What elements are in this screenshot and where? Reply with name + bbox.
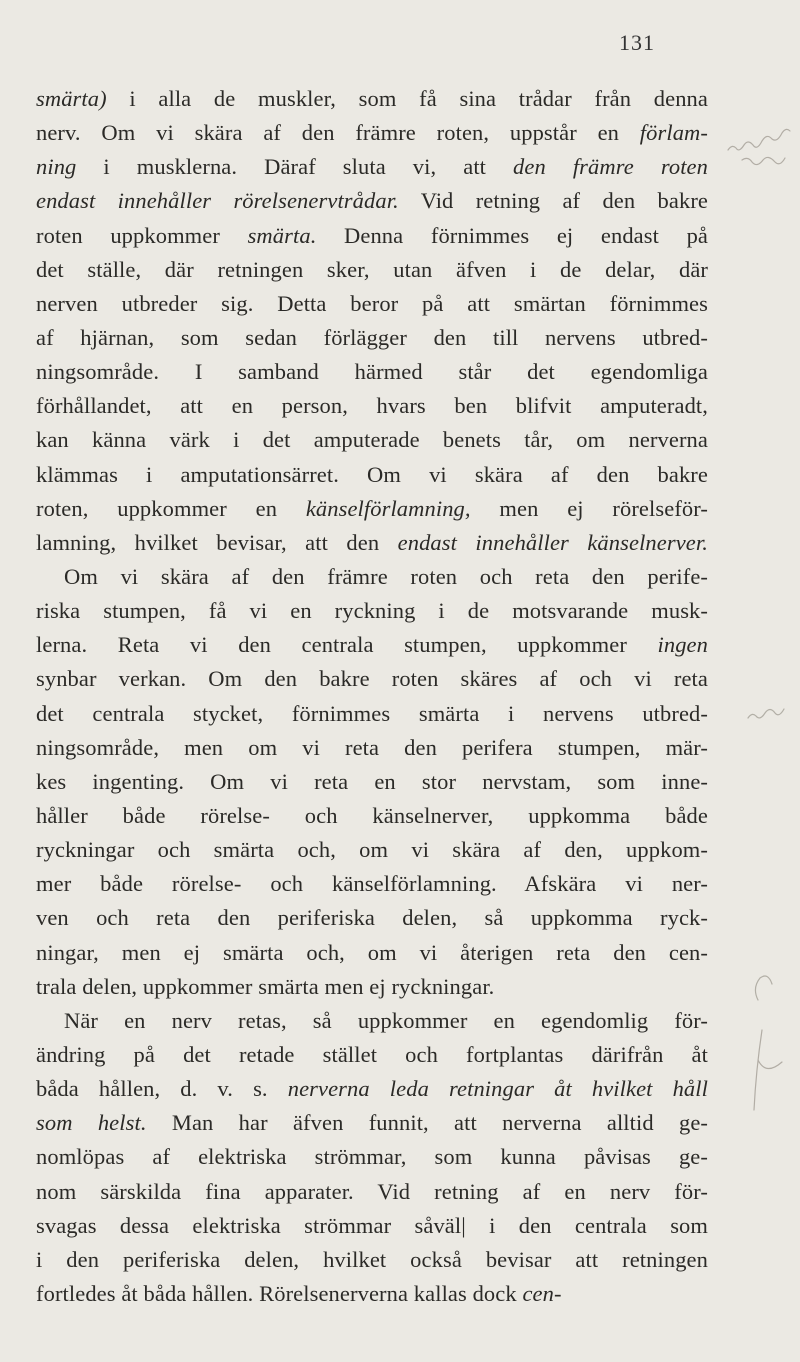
text-run: synbar verkan. Om den bakre roten skäres af och vi reta <box>36 666 708 692</box>
text-line <box>36 150 708 184</box>
text-run: Om vi skära af den främre roten och reta den perife- <box>64 563 708 589</box>
text-run: fortledes åt båda hållen. Rörelsenerverna kallas dock <box>36 1280 523 1306</box>
text-run: klämmas i amputationsärret. Om vi skära af den bakre <box>36 461 708 487</box>
text-run: men ej rörelseför- <box>470 495 708 521</box>
text-run: i den periferiska delen, hvilket också bevisar att retningen <box>36 1246 708 1272</box>
italic-text: endast innehåller rörelsenervtrådar. <box>36 188 399 214</box>
text-line <box>36 799 708 833</box>
text-run: af hjärnan, som sedan förlägger den till nervens utbred- <box>36 324 708 350</box>
italic-text: ingen <box>657 632 708 658</box>
text-line <box>36 1004 708 1038</box>
text-run: nerven utbreder sig. Detta beror på att smärtan förnimmes <box>36 290 708 316</box>
text-line <box>36 936 708 970</box>
italic-text: smärta) <box>36 86 107 111</box>
text-line <box>36 867 708 901</box>
text-run: nomlöpas af elektriska strömmar, som kunna påvisas ge- <box>36 1144 708 1170</box>
text-run: i alla de muskler, som få sina trådar från denna <box>106 86 708 111</box>
text-line <box>36 560 708 594</box>
text-run: Vid retning af den bakre <box>398 188 709 214</box>
text-run: roten, uppkommer en <box>36 495 306 521</box>
text-run: ningsområde, men om vi reta den perifera stumpen, mär- <box>36 734 708 760</box>
text-run: lerna. Reta vi den centrala stumpen, uppkommer <box>36 632 658 658</box>
text-run: ningsområde. I samband härmed står det egendomliga <box>36 359 708 385</box>
text-line <box>36 423 708 457</box>
text-line <box>36 253 708 287</box>
text-line <box>36 1277 708 1311</box>
text-run: trala delen, uppkommer smärta men ej ryckningar. <box>36 973 495 999</box>
text-line <box>36 833 708 867</box>
text-run: håller både rörelse- och känselnerver, uppkomma både <box>36 802 708 828</box>
text-run: det ställe, där retningen sker, utan äfven i de delar, där <box>36 256 708 282</box>
text-line <box>36 970 708 1004</box>
text-line <box>36 321 708 355</box>
text-line <box>36 1209 708 1243</box>
text-line <box>36 697 708 731</box>
page-number: 131 <box>619 30 655 55</box>
text-run: ningar, men ej smärta och, om vi återigen reta den cen- <box>36 939 708 965</box>
pencil-bracket-close <box>758 1060 782 1069</box>
text-line <box>36 287 708 321</box>
text-line <box>36 355 708 389</box>
text-line <box>36 492 708 526</box>
italic-text: förlam- <box>639 120 708 146</box>
text-line <box>36 389 708 423</box>
pencil-scribble-top-2 <box>742 157 785 164</box>
text-line <box>36 184 708 218</box>
text-run: roten uppkommer <box>36 222 248 248</box>
text-run: nom särskilda fina apparater. Vid retning af en nerv för- <box>36 1178 708 1204</box>
text-run: Man har äfven funnit, att nerverna alltid ge- <box>146 1110 709 1136</box>
text-run: i musklerna. Däraf sluta vi, att <box>76 154 514 180</box>
text-run: ändring på det retade stället och fortplantas därifrån åt <box>36 1041 708 1067</box>
text-line <box>36 116 708 150</box>
text-run: kan känna värk i det amputerade benets tår, om nerverna <box>36 427 708 453</box>
text-line <box>36 526 708 560</box>
text-run: ven och reta den periferiska delen, så uppkomma ryck- <box>36 905 708 931</box>
text-line <box>36 1038 708 1072</box>
text-line <box>36 765 708 799</box>
italic-text: den främre roten <box>513 154 708 180</box>
italic-text: cen- <box>522 1280 562 1306</box>
text-run: Denna förnimmes ej endast på <box>316 222 709 248</box>
text-run: båda hållen, d. v. s. <box>36 1076 288 1102</box>
italic-text: som helst. <box>36 1110 147 1136</box>
text-line <box>36 594 708 628</box>
text-line <box>36 82 708 116</box>
pencil-scribble-top <box>728 129 790 150</box>
pencil-bracket-open <box>755 976 772 1000</box>
text-line <box>36 1243 708 1277</box>
text-run: nerv. Om vi skära af den främre roten, uppstår en <box>36 120 640 146</box>
text-line <box>36 1175 708 1209</box>
text-line <box>36 1106 708 1140</box>
text-line <box>36 1140 708 1174</box>
text-line <box>36 662 708 696</box>
text-run: det centrala stycket, förnimmes smärta i nervens utbred- <box>36 700 708 726</box>
body-text <box>36 82 708 1311</box>
text-line <box>36 458 708 492</box>
text-line <box>36 219 708 253</box>
text-run: lamning, hvilket bevisar, att den <box>36 529 398 555</box>
text-run: När en nerv retas, så uppkommer en egendomlig för- <box>64 1007 708 1033</box>
pencil-scribble-mid <box>748 709 784 718</box>
text-line <box>36 628 708 662</box>
pencil-line <box>754 1030 762 1110</box>
text-run: kes ingenting. Om vi reta en stor nervstam, som inne- <box>36 768 708 794</box>
text-run: riska stumpen, få vi en ryckning i de motsvarande musk- <box>36 598 708 624</box>
text-line <box>36 1072 708 1106</box>
text-run: ryckningar och smärta och, om vi skära af den, uppkom- <box>36 837 708 863</box>
italic-text: känselförlamning, <box>305 495 471 521</box>
italic-text: ning <box>36 154 77 180</box>
text-run: mer både rörelse- och känselförlamning. Afskära vi ner- <box>36 871 708 897</box>
italic-text: smärta. <box>247 222 317 248</box>
text-run: svagas dessa elektriska strömmar såväl| i den centrala som <box>36 1212 708 1238</box>
italic-text: nerverna leda retningar åt hvilket håll <box>287 1076 708 1102</box>
italic-text: endast innehåller känselnerver. <box>397 529 708 555</box>
text-line <box>36 731 708 765</box>
text-line <box>36 901 708 935</box>
text-run: förhållandet, att en person, hvars ben blifvit amputeradt, <box>36 393 708 419</box>
